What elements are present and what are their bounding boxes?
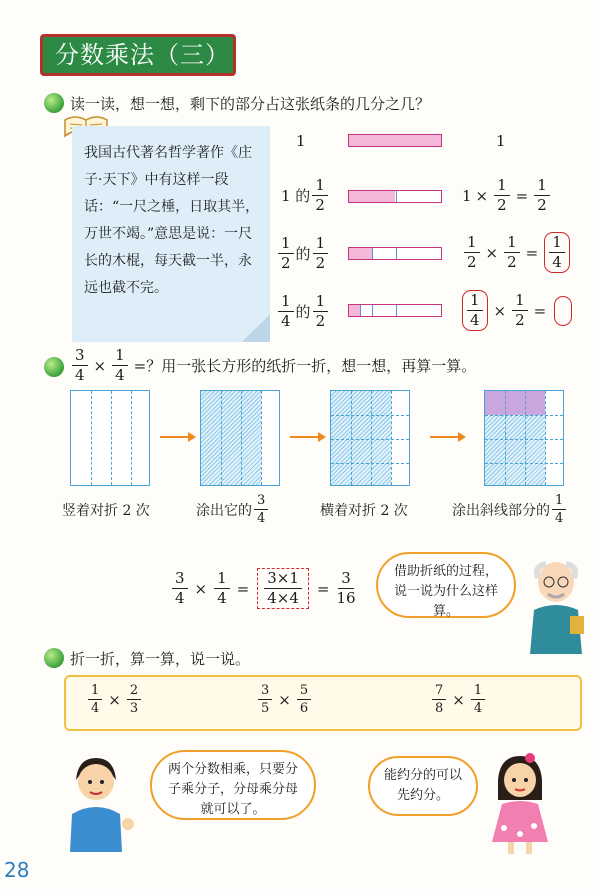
times-sign: × (493, 301, 507, 320)
teacher-character-icon (520, 556, 592, 656)
row3-eq-a: $\frac{1}{2}$ (464, 235, 480, 270)
paper-strip-1 (348, 134, 442, 147)
q-frac-b: $\frac{1}{4}$ (112, 348, 128, 383)
page-curl (242, 314, 270, 342)
paper-strip-2 (348, 190, 442, 203)
times-sign: × (475, 186, 489, 205)
times-sign: × (485, 243, 499, 262)
reading-note-text: 我国古代著名哲学著作《庄子·天下》中有这样一段话：“一尺之棰，日取其半，万世不竭。”意思是说：一尺长的木棍，每天截一半，永远也截不完。 (84, 145, 260, 296)
row2-label-prefix: 1 的 (281, 187, 311, 205)
arrow-icon (290, 436, 320, 438)
row2-eq-a: 1 (462, 186, 472, 205)
caption-step-3: 横着对折 2 次 (320, 503, 408, 519)
times-sign: × (93, 356, 107, 375)
row1-label (296, 132, 306, 150)
paper-fold-step-3 (330, 390, 410, 486)
row4-label-frac: $\frac{1}{4}$ (278, 294, 294, 329)
paper-fold-step-2 (200, 390, 280, 486)
row4-eq (460, 290, 572, 331)
row4-eq-b: $\frac{1}{2}$ (512, 293, 528, 328)
section3-question: 折一折，算一算，说一说。 (70, 650, 251, 668)
row2-label-frac: $\frac{1}{2}$ (312, 178, 328, 213)
row3-eq-b: $\frac{1}{2}$ (504, 235, 520, 270)
teacher-speech-bubble: 借助折纸的过程，说一说为什么这样算。 (376, 552, 516, 618)
lesson-title: 分数乘法（三） (40, 34, 236, 76)
green-bullet-icon (44, 93, 64, 113)
equals-sign: = (133, 356, 147, 375)
green-bullet-icon (44, 648, 64, 668)
arrow-icon (160, 436, 190, 438)
arrow-icon (430, 436, 460, 438)
exercise-3[interactable]: $\frac{7}{8}$ × $\frac{1}{4}$ (430, 684, 487, 715)
girl-speech-bubble: 能约分的可以先约分。 (368, 756, 478, 816)
girl-character-icon (484, 748, 556, 858)
exercise-1[interactable]: $\frac{1}{4}$ × $\frac{2}{3}$ (86, 684, 143, 715)
exercise-2[interactable]: $\frac{3}{5}$ × $\frac{5}{6}$ (256, 684, 313, 715)
q-frac-a: $\frac{3}{4}$ (72, 348, 88, 383)
formula-mid-dashed: $\frac{3\times 1}{4\times 4}$ (257, 568, 309, 609)
row4-eq-a-circled: $\frac{1}{4}$ (462, 290, 488, 331)
page-number: 28 (4, 858, 30, 882)
paper-fold-step-4 (484, 390, 564, 486)
formula: $\frac{3}{4}$ × $\frac{1}{4}$ = $\frac{3\times 1}{4\times 4}$ = $\frac{3}{16}$ (170, 568, 358, 609)
row1-eq-text: 1 (496, 132, 506, 150)
boy-speech-bubble: 两个分数相乘，只要分子乘分子，分母乘分母就可以了。 (150, 750, 316, 820)
paper-strip-4 (348, 304, 442, 317)
row3-label-frac: $\frac{1}{2}$ (278, 236, 294, 271)
row1-eq (496, 132, 506, 150)
paper-strip-3 (348, 247, 442, 260)
row4-label (276, 294, 330, 329)
equals-sign: = (533, 301, 547, 320)
row2-eq (462, 178, 552, 213)
boy-character-icon (56, 752, 138, 856)
row2-eq-result: $\frac{1}{2}$ (534, 178, 550, 213)
equals-sign: = (515, 186, 529, 205)
caption-step-2: 涂出它的 $\frac{3}{4}$ (196, 494, 270, 525)
row3-label-frac2: $\frac{1}{2}$ (313, 236, 329, 271)
row3-eq-result-circled: $\frac{1}{4}$ (544, 232, 570, 273)
equals-sign: = (525, 243, 539, 262)
row3-eq (462, 232, 572, 273)
reading-note-card (72, 126, 270, 342)
green-bullet-icon (44, 357, 64, 377)
caption-step-1: 竖着对折 2 次 (62, 503, 150, 519)
row2-eq-b: $\frac{1}{2}$ (494, 178, 510, 213)
row3-label (276, 236, 330, 271)
paper-fold-step-1 (70, 390, 150, 486)
row4-label-frac2: $\frac{1}{2}$ (313, 294, 329, 329)
row2-label (281, 178, 330, 213)
caption-step-4: 涂出斜线部分的 $\frac{1}{4}$ (452, 494, 568, 525)
section2-question-text: ？用一张长方形的纸折一折，想一想，再算一算。 (146, 357, 477, 375)
answer-blank[interactable] (554, 296, 572, 326)
section1-question: 读一读，想一想，剩下的部分占这张纸条的几分之几？ (70, 95, 431, 113)
row1-label-text: 1 (296, 132, 306, 150)
row4-label-mid: 的 (295, 303, 311, 321)
section2-question (70, 348, 476, 383)
row3-label-mid: 的 (295, 245, 311, 263)
